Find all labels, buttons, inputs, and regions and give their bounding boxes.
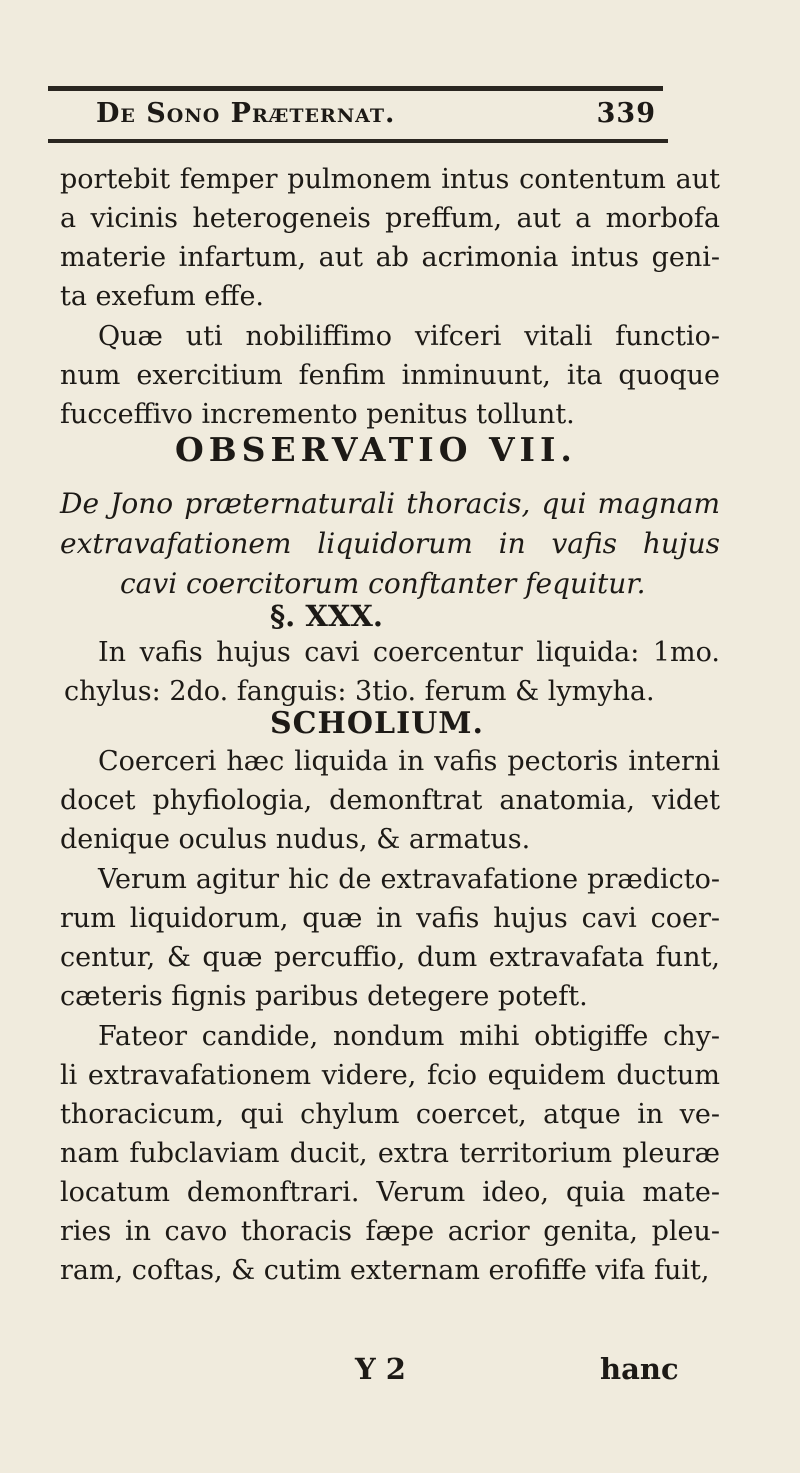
text-line: li extravafationem videre, fcio equidem ductum	[60, 1060, 720, 1091]
paragraph	[60, 317, 720, 434]
text-line: cæteris fignis paribus detegere poteft.	[60, 981, 588, 1012]
subtitle-line: De Jono præternaturali thoracis, qui magnam	[60, 487, 720, 520]
text-line: portebit femper pulmonem intus contentum aut	[60, 164, 720, 195]
text-line: num exercitium fenfim inminuunt, ita quoque	[60, 360, 720, 391]
paragraph-continuation	[60, 160, 720, 316]
page-number: 339	[596, 98, 656, 129]
running-header	[96, 98, 676, 129]
top-rule	[48, 86, 663, 91]
text-line: denique oculus nudus, & armatus.	[60, 824, 531, 855]
signature-mark: Y 2	[355, 1352, 406, 1386]
section-paragraph	[60, 633, 720, 711]
text-line: ries in cavo thoracis fæpe acrior genita, pleu-	[60, 1216, 720, 1247]
text-line: centur, & quæ percuffio, dum extravafata funt,	[60, 942, 720, 973]
text-line: Fateor candide, nondum mihi obtigiffe chy-	[98, 1021, 720, 1052]
subtitle-line: extravafationem liquidorum in vafis hujus	[60, 527, 720, 560]
scholium-paragraph-3	[60, 1017, 720, 1290]
text-line: ram, coftas, & cutim externam erofiffe vifa fuit,	[60, 1255, 710, 1286]
scholium-heading: SCHOLIUM.	[270, 706, 484, 741]
text-line: fucceffivo incremento penitus tollunt.	[60, 399, 575, 430]
text-line: nam fubclaviam ducit, extra territorium pleuræ	[60, 1138, 720, 1169]
text-line: Coerceri hæc liquida in vafis pectoris interni	[98, 746, 720, 777]
header-rule	[48, 139, 668, 143]
text-line: In vafis hujus cavi coercentur liquida: 1mo.	[98, 637, 720, 668]
text-line: Quæ uti nobiliffimo vifceri vitali functio-	[98, 321, 720, 352]
text-line: Verum agitur hic de extravafatione prædicto-	[98, 864, 720, 895]
observatio-title: OBSERVATIO VII.	[175, 430, 577, 469]
text-line: chylus: 2do. fanguis: 3tio. ferum & lymyha.	[64, 676, 655, 707]
text-line: materie infartum, aut ab acrimonia intus geni-	[60, 242, 720, 273]
section-label: §. XXX.	[270, 599, 383, 633]
text-line: docet phyfiologia, demonftrat anatomia, videt	[60, 785, 720, 816]
text-line: locatum demonftrari. Verum ideo, quia mate-	[60, 1177, 720, 1208]
observatio-subtitle	[60, 484, 720, 604]
running-title: De Sono Præternat.	[96, 98, 396, 129]
text-line: a vicinis heterogeneis preffum, aut a morbofa	[60, 203, 720, 234]
text-line: rum liquidorum, quæ in vafis hujus cavi coer-	[60, 903, 720, 934]
subtitle-line: cavi coercitorum conftanter fequitur.	[120, 567, 646, 600]
scholium-paragraph-1	[60, 742, 720, 859]
scholium-paragraph-2	[60, 860, 720, 1016]
text-line: ta exefum effe.	[60, 281, 265, 312]
catchword: hanc	[600, 1352, 679, 1386]
text-line: thoracicum, qui chylum coercet, atque in ve-	[60, 1099, 720, 1130]
